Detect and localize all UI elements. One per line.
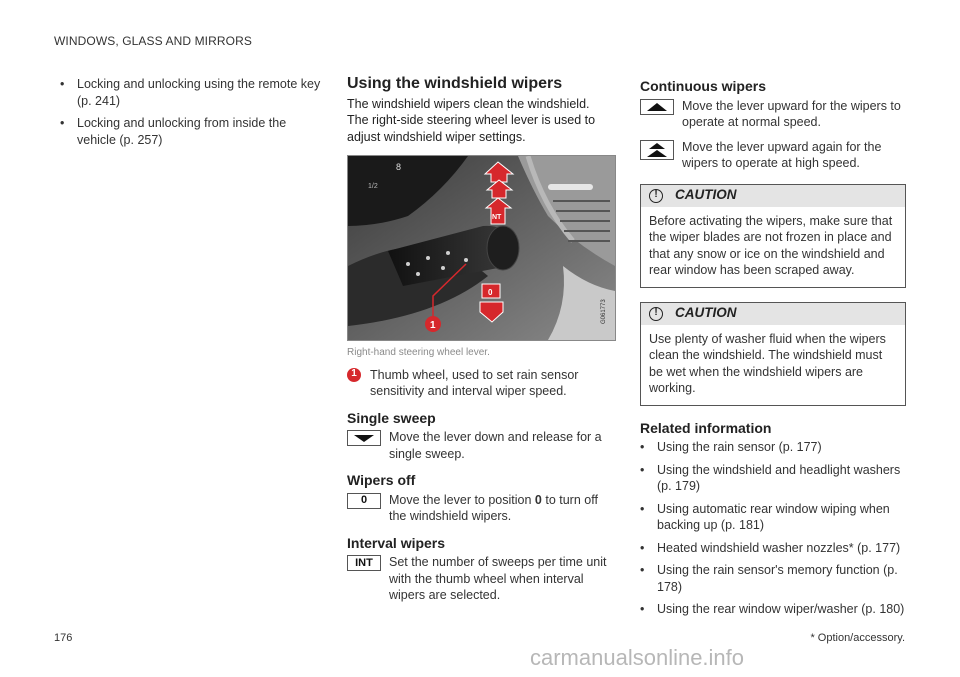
heading-wipers-off: Wipers off xyxy=(347,472,416,488)
caution-header xyxy=(641,185,905,207)
intro-paragraph: The windshield wipers clean the windshield. The right-side steering wheel lever is used to adjust windshield wiper settings. xyxy=(347,96,596,144)
continuous-high-row xyxy=(640,139,906,172)
list-item[interactable]: • Using the windshield and headlight washers (p. 179) xyxy=(640,462,906,495)
image-code: G061773 xyxy=(601,299,607,324)
caution-title: CAUTION xyxy=(675,187,737,203)
callout-number-badge: 1 xyxy=(347,368,361,382)
int-arrow-label: INT xyxy=(490,214,502,221)
continuous-high-text: Move the lever upward again for the wipers to operate at high speed. xyxy=(682,139,882,170)
list-item[interactable]: • Using the rain sensor (p. 177) xyxy=(640,439,906,456)
position-zero-symbol: 0 xyxy=(347,493,381,509)
svg-text:1/2: 1/2 xyxy=(368,183,378,190)
caution-text: Before activating the wipers, make sure that the wiper blades are not frozen in place and that any snow or ice on the windshield and rear window has been scraped away. xyxy=(649,213,893,277)
caution-title: CAUTION xyxy=(675,305,737,321)
heading-related-information: Related information xyxy=(640,419,772,436)
arrow-down-icon xyxy=(347,430,381,446)
column-1 xyxy=(60,76,322,154)
callout-text: Thumb wheel, used to set rain sensor sensitivity and interval wiper speed. xyxy=(370,367,579,398)
zero-arrow-label: 0 xyxy=(488,288,493,297)
double-arrow-up-icon xyxy=(640,140,674,160)
footnote: * Option/accessory. xyxy=(810,632,905,644)
heading-continuous-wipers: Continuous wipers xyxy=(640,78,766,94)
list-item[interactable]: • Heated windshield washer nozzles* (p. 177) xyxy=(640,540,906,557)
arrow-up-icon xyxy=(640,99,674,115)
interval-row xyxy=(347,554,614,604)
related-links-list xyxy=(60,76,322,148)
heading-interval-wipers: Interval wipers xyxy=(347,534,446,551)
caution-header xyxy=(641,303,905,325)
steering-lever-photo xyxy=(347,155,616,341)
int-symbol: INT xyxy=(347,555,381,571)
section-header: WINDOWS, GLASS AND MIRRORS xyxy=(54,34,252,48)
page-title: Using the windshield wipers xyxy=(347,75,563,92)
image-caption: Right-hand steering wheel lever. xyxy=(347,347,490,358)
list-item[interactable]: • Using the rear window wiper/washer (p. 180) xyxy=(640,601,906,618)
watermark: carmanualsonline.info xyxy=(530,645,745,670)
caution-box xyxy=(640,302,906,406)
wipers-off-text: Move the lever to position 0 to turn off the windshield wipers. xyxy=(389,492,598,523)
interval-text: Set the number of sweeps per time unit with the thumb wheel when interval wipers are selected. xyxy=(389,555,607,602)
page-number: 176 xyxy=(54,632,73,644)
related-information-list xyxy=(640,439,906,618)
list-item[interactable]: • Locking and unlocking using the remote key (p. 241) xyxy=(60,76,322,109)
continuous-normal-row xyxy=(640,98,906,131)
continuous-normal-text: Move the lever upward for the wipers to operate at normal speed. xyxy=(682,98,901,129)
heading-single-sweep: Single sweep xyxy=(347,409,436,426)
caution-icon: ! xyxy=(649,307,663,321)
single-sweep-text: Move the lever down and release for a single sweep. xyxy=(389,430,602,461)
callout-number: 1 xyxy=(430,320,436,331)
list-item[interactable]: • Using automatic rear window wiping when backing up (p. 181) xyxy=(640,501,906,534)
list-item[interactable]: • Locking and unlocking from inside the vehicle (p. 257) xyxy=(60,115,322,148)
lever-illustration xyxy=(348,156,615,340)
caution-text: Use plenty of washer fluid when the wipers clean the windshield. The windshield must be wet when the windshield wipers are working. xyxy=(649,331,886,395)
caution-box xyxy=(640,184,906,288)
wipers-off-row xyxy=(347,492,614,525)
list-item[interactable]: • Using the rain sensor's memory function (p. 178) xyxy=(640,562,906,595)
column-2 xyxy=(347,76,614,608)
callout-description xyxy=(347,367,614,400)
caution-icon: ! xyxy=(649,189,663,203)
column-3 xyxy=(640,76,906,624)
svg-text:8: 8 xyxy=(396,162,402,172)
single-sweep-row xyxy=(347,429,614,462)
